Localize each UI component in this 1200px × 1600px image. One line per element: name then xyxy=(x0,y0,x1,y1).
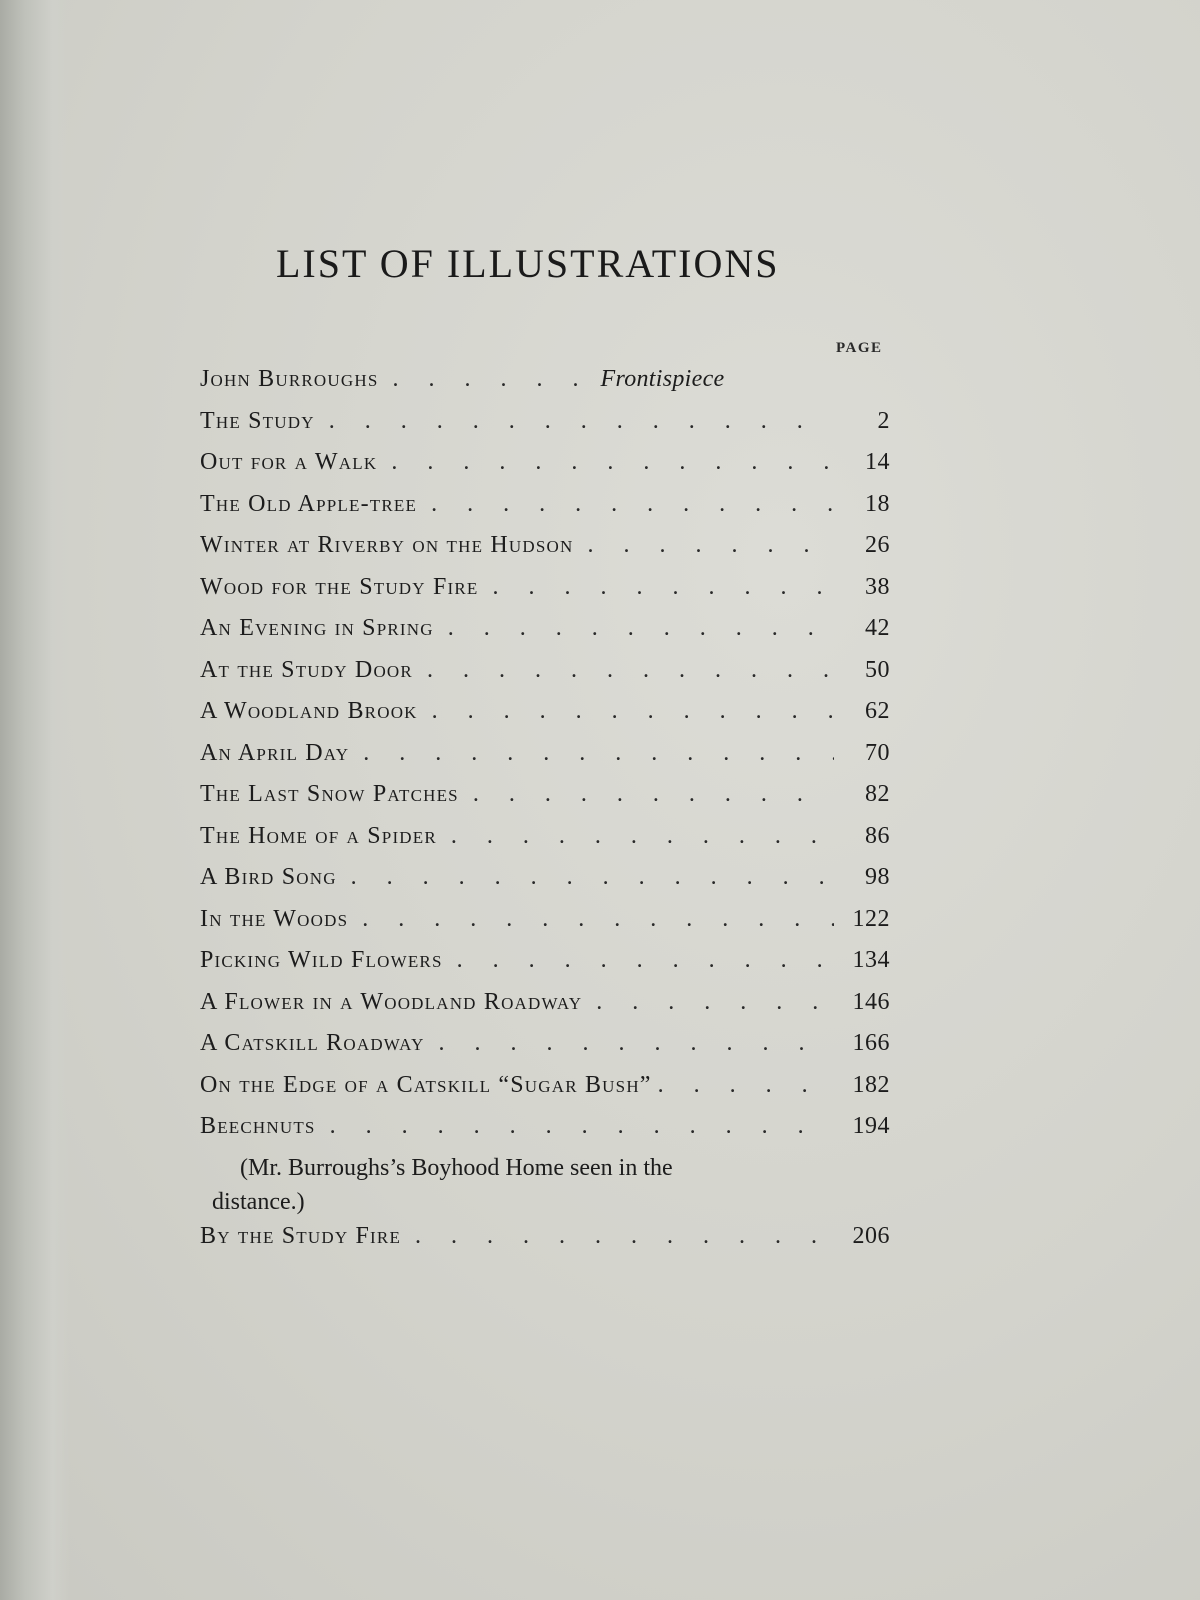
dot-leader xyxy=(401,1223,834,1250)
dot-leader xyxy=(413,657,834,684)
list-item xyxy=(200,1113,890,1155)
dot-leader xyxy=(349,740,834,767)
dot-leader xyxy=(316,1113,834,1140)
list-item xyxy=(200,574,890,616)
illustration-title: Out for a Walk xyxy=(200,449,378,475)
dot-leader xyxy=(377,449,834,476)
note-line: distance.) xyxy=(212,1188,305,1215)
list-item xyxy=(200,408,890,450)
illustration-title: In the Woods xyxy=(200,905,349,932)
page-number: 70 xyxy=(865,739,890,766)
illustration-title: Beechnuts xyxy=(200,1113,316,1139)
page-number: 38 xyxy=(865,573,890,600)
dot-leader xyxy=(443,947,834,974)
page-gutter-shadow xyxy=(0,0,70,1600)
dot-leader xyxy=(348,906,834,933)
page-number: 194 xyxy=(852,1113,890,1139)
list-item xyxy=(200,532,890,574)
page-number: 82 xyxy=(865,781,890,807)
page-number: 206 xyxy=(852,1222,890,1249)
illustration-title: Winter at Riverby on the Hudson xyxy=(200,532,574,558)
list-item xyxy=(200,1030,890,1072)
illustration-title: A Woodland Brook xyxy=(200,698,418,724)
list-item xyxy=(200,657,890,699)
dot-leader xyxy=(652,1072,834,1099)
illustration-title: Picking Wild Flowers xyxy=(200,947,443,973)
page-number: 50 xyxy=(865,656,890,683)
illustration-title: A Flower in a Woodland Roadway xyxy=(200,988,583,1015)
dot-leader xyxy=(573,532,834,559)
list-item xyxy=(200,740,890,782)
page-title: LIST OF ILLUSTRATIONS xyxy=(276,241,780,286)
illustration-title: John Burroughs xyxy=(200,366,379,392)
page-number: 42 xyxy=(865,615,890,641)
list-item xyxy=(200,449,890,491)
list-item xyxy=(200,491,890,533)
dot-leader xyxy=(582,989,834,1016)
list-item xyxy=(200,698,890,740)
dot-leader xyxy=(437,823,834,850)
list-item xyxy=(200,366,890,408)
page-number: 18 xyxy=(865,490,890,517)
list-item xyxy=(200,864,890,906)
list-item xyxy=(200,947,890,989)
illustration-title: The Old Apple-tree xyxy=(200,490,418,517)
page-number: 98 xyxy=(865,864,890,890)
illustration-title: Wood for the Study Fire xyxy=(200,573,479,600)
page-number: 14 xyxy=(865,449,890,475)
dot-leader xyxy=(479,574,835,601)
dot-leader xyxy=(379,366,583,393)
page-number: 134 xyxy=(852,947,890,973)
beechnuts-note xyxy=(212,1151,840,1219)
illustration-title: On the Edge of a Catskill “Sugar Bush” xyxy=(200,1071,652,1098)
illustration-title: An Evening in Spring xyxy=(200,615,434,641)
list-item xyxy=(200,781,890,823)
dot-leader xyxy=(337,864,834,891)
page-number: 62 xyxy=(865,698,890,724)
page-number: 2 xyxy=(877,407,890,434)
illustration-title: The Home of a Spider xyxy=(200,822,437,849)
page-number: 86 xyxy=(865,822,890,849)
illustration-title: The Study xyxy=(200,407,315,434)
page-column-label: PAGE xyxy=(836,340,883,356)
illustration-title: At the Study Door xyxy=(200,656,413,683)
list-item xyxy=(200,1223,890,1265)
dot-leader xyxy=(417,491,834,518)
illustration-title: By the Study Fire xyxy=(200,1222,402,1249)
list-item xyxy=(200,823,890,865)
illustration-title: The Last Snow Patches xyxy=(200,781,459,807)
page-number: 166 xyxy=(852,1030,890,1056)
dot-leader xyxy=(315,408,834,435)
page-number: 182 xyxy=(852,1071,890,1098)
illustration-title: An April Day xyxy=(200,739,350,766)
illustrations-list xyxy=(200,366,890,1264)
dot-leader xyxy=(434,615,834,642)
list-item xyxy=(200,906,890,948)
list-item xyxy=(200,615,890,657)
illustration-title: A Catskill Roadway xyxy=(200,1030,425,1056)
list-item xyxy=(200,1072,890,1114)
list-item xyxy=(200,989,890,1031)
page-number: 146 xyxy=(852,988,890,1015)
page-number: 122 xyxy=(852,905,890,932)
page-number: Frontispiece xyxy=(600,366,725,392)
note-line: (Mr. Burroughs’s Boyhood Home seen in the xyxy=(240,1154,673,1181)
page-number: 26 xyxy=(865,532,890,558)
dot-leader xyxy=(459,781,834,808)
illustration-title: A Bird Song xyxy=(200,864,337,890)
dot-leader xyxy=(425,1030,834,1057)
dot-leader xyxy=(418,698,834,725)
